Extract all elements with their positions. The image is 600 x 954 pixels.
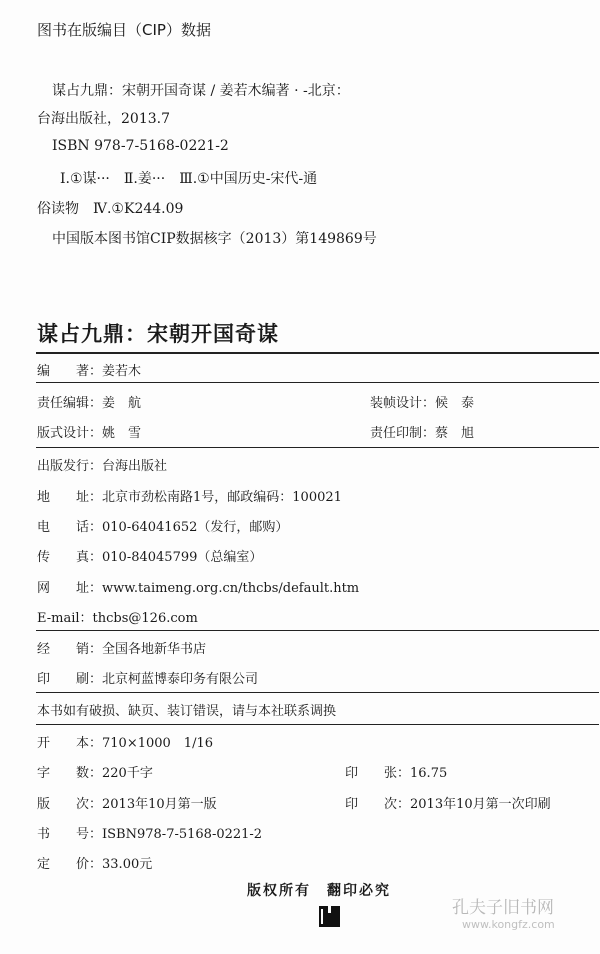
- price-value: 33.00元: [102, 857, 153, 872]
- cip-line-classification-cont: 俗读物 Ⅳ.①K244.09: [37, 201, 184, 217]
- cip-line-isbn: ISBN 978-7-5168-0221-2: [52, 138, 229, 154]
- divider: [36, 352, 599, 354]
- author-value: 姜若木: [102, 364, 142, 379]
- sheets-value: 16.75: [410, 766, 448, 781]
- publisher-logo-icon: [317, 903, 343, 929]
- isbn-row: [37, 823, 262, 842]
- email-row: [37, 607, 198, 626]
- distribution-value: 全国各地新华书店: [102, 642, 207, 657]
- address-row: [37, 486, 342, 505]
- copyright-notice: 版权所有 翻印必究: [247, 883, 391, 899]
- web-label: 网 址：: [37, 581, 103, 596]
- editor-label: 责任编辑：: [37, 396, 103, 411]
- issue-value: 台海出版社: [102, 459, 168, 474]
- print-resp-label: 责任印制：: [370, 426, 436, 441]
- printing-label: 印 次：: [345, 797, 411, 812]
- issue-label: 出版发行：: [37, 459, 103, 474]
- address-label: 地 址：: [37, 490, 103, 505]
- price-label: 定 价：: [37, 857, 103, 872]
- cip-line-record: 中国版本图书馆CIP数据核字（2013）第149869号: [52, 231, 377, 247]
- binding-label: 装帧设计：: [370, 396, 436, 411]
- book-title: 谋占九鼎：宋朝开国奇谋: [37, 322, 279, 346]
- issue-row: [37, 455, 167, 474]
- distribution-label: 经 销：: [37, 642, 103, 657]
- edition-row: [37, 793, 217, 812]
- cip-line-classification: Ⅰ.①谋··· Ⅱ.姜··· Ⅲ.①中国历史-宋代-通: [60, 171, 318, 187]
- layout-row: [37, 422, 141, 441]
- printer-value: 北京柯蓝博泰印务有限公司: [102, 672, 259, 687]
- edition-value: 2013年10月第一版: [102, 797, 217, 812]
- fax-label: 传 真：: [37, 550, 103, 565]
- web-value: www.taimeng.org.cn/thcbs/default.htm: [102, 581, 360, 596]
- phone-row: [37, 516, 288, 535]
- printer-label: 印 刷：: [37, 672, 103, 687]
- notice-text: 本书如有破损、缺页、装订错误，请与本社联系调换: [37, 704, 337, 719]
- divider: [36, 692, 599, 693]
- divider: [36, 382, 599, 383]
- divider: [36, 447, 599, 448]
- price-row: [37, 853, 152, 872]
- fax-row: [37, 546, 262, 565]
- binding-row: [370, 392, 474, 411]
- email-value: thcbs@126.com: [92, 611, 198, 626]
- author-label: 编 著：: [37, 364, 103, 379]
- printing-value: 2013年10月第一次印刷: [410, 797, 551, 812]
- editor-row: [37, 392, 141, 411]
- words-row: [37, 762, 153, 781]
- printing-row: [345, 793, 551, 812]
- editor-value: 姜 航: [102, 396, 142, 411]
- words-label: 字 数：: [37, 766, 103, 781]
- isbn-value: ISBN978-7-5168-0221-2: [102, 827, 263, 842]
- email-label: E-mail：: [37, 611, 93, 626]
- print-resp-value: 蔡 旭: [435, 426, 475, 441]
- edition-label: 版 次：: [37, 797, 103, 812]
- sheets-label: 印 张：: [345, 766, 411, 781]
- binding-value: 候 泰: [435, 396, 475, 411]
- sheets-row: [345, 762, 447, 781]
- divider: [36, 724, 599, 725]
- words-value: 220千字: [102, 766, 153, 781]
- format-label: 开 本：: [37, 736, 103, 751]
- format-row: [37, 732, 213, 751]
- distribution-row: [37, 638, 206, 657]
- watermark-url: www.kongfz.com: [462, 918, 555, 931]
- layout-value: 姚 雪: [102, 426, 142, 441]
- address-value: 北京市劲松南路1号，邮政编码：100021: [102, 490, 342, 505]
- cip-line-publisher: 台海出版社，2013.7: [37, 111, 170, 127]
- layout-label: 版式设计：: [37, 426, 103, 441]
- divider: [36, 630, 599, 631]
- cip-heading: 图书在版编目（CIP）数据: [37, 21, 211, 39]
- format-value: 710×1000 1/16: [102, 736, 213, 751]
- author-row: [37, 360, 141, 379]
- web-row: [37, 577, 359, 596]
- isbn-label: 书 号：: [37, 827, 103, 842]
- printer-row: [37, 668, 258, 687]
- watermark-text: 孔夫子旧书网: [452, 898, 554, 918]
- cip-line-title: 谋占九鼎：宋朝开国奇谋 / 姜若木编著 · -北京：: [52, 83, 350, 99]
- fax-value: 010-84045799（总编室）: [102, 550, 263, 565]
- phone-label: 电 话：: [37, 520, 103, 535]
- print-resp-row: [370, 422, 474, 441]
- phone-value: 010-64041652（发行，邮购）: [102, 520, 289, 535]
